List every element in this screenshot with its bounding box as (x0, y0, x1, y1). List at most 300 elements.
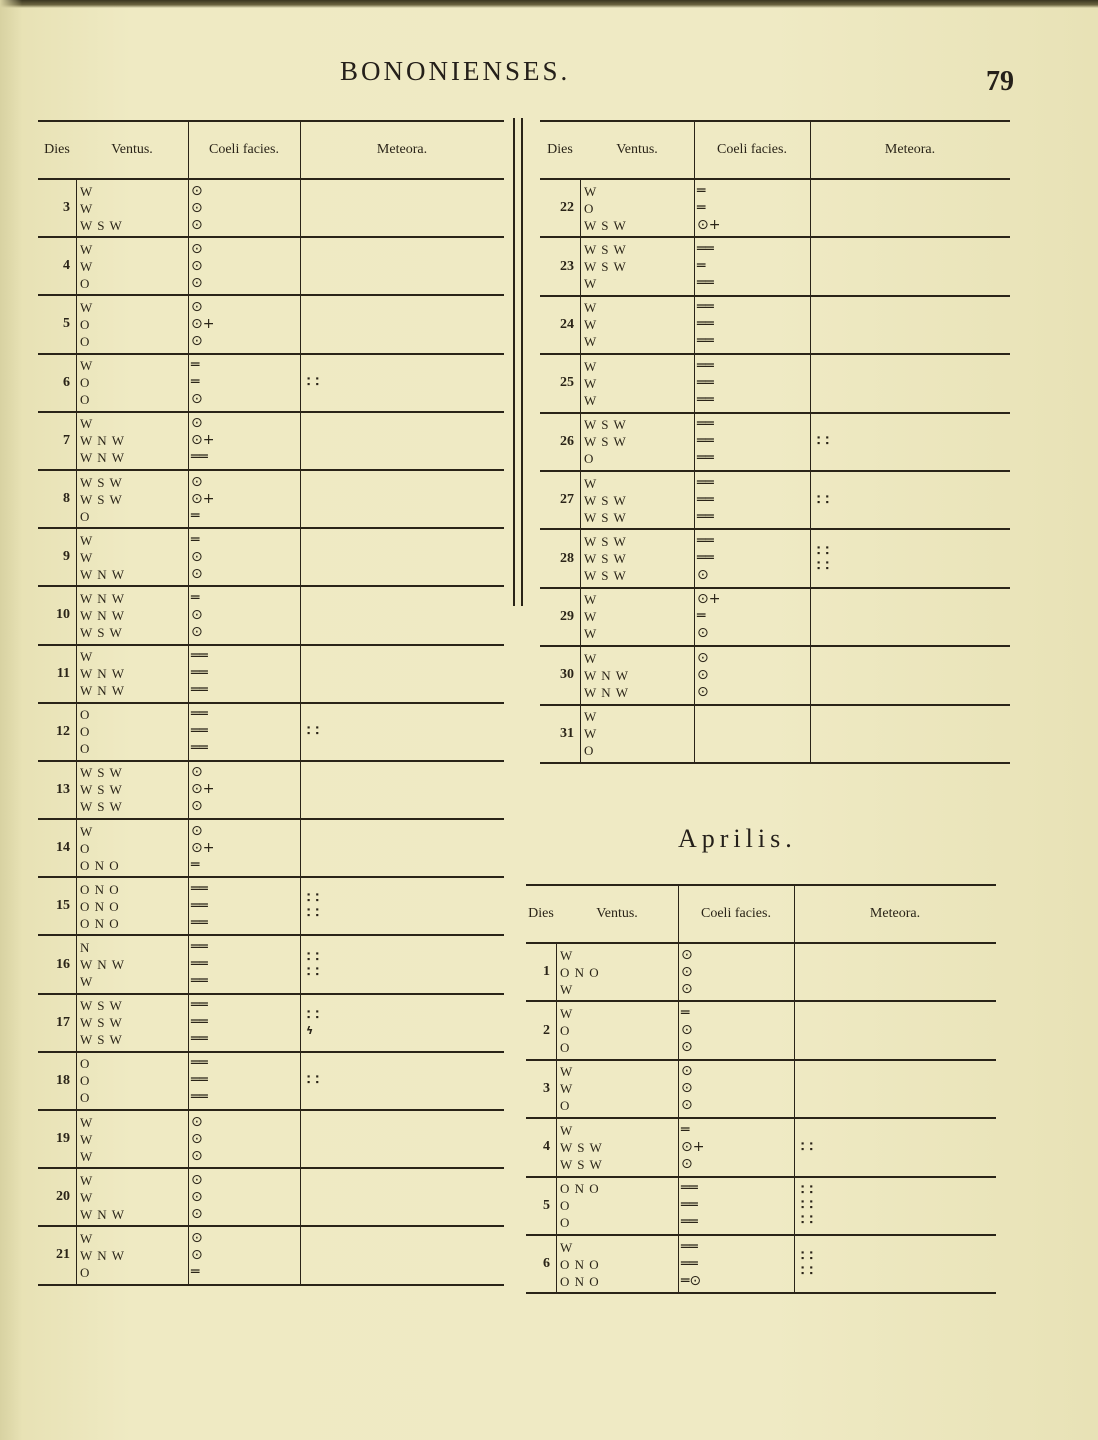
sky-symbol: ═ (697, 182, 706, 199)
day-number: 3 (543, 1080, 550, 1096)
day-number: 4 (63, 258, 70, 274)
wind-entry: W (80, 1131, 94, 1147)
sky-observations (694, 414, 810, 470)
wind-observations (580, 355, 694, 411)
wind-entry: O (80, 508, 91, 524)
sky-symbol: ══ (191, 897, 208, 914)
wind-observations (556, 1061, 678, 1117)
day-number: 28 (560, 550, 574, 566)
column-header-meteora: Meteora. (869, 906, 921, 921)
table-row (526, 944, 996, 1002)
wind-entry: W (80, 1189, 94, 1205)
table-row (38, 1227, 504, 1285)
day-number: 21 (56, 1247, 70, 1263)
day-number: 16 (56, 956, 70, 972)
table-header (38, 122, 504, 180)
sky-symbol: ⊙ (697, 683, 709, 700)
table-row (526, 1236, 996, 1294)
table-row (38, 355, 504, 413)
wind-entry: W N W (80, 957, 125, 973)
wind-entry: W (584, 317, 598, 333)
table-row (38, 238, 504, 296)
sky-symbol: ══ (681, 1214, 698, 1231)
wind-entry: W (80, 1172, 94, 1188)
sky-symbol: ══ (697, 550, 714, 567)
sky-symbol: ⊙ (191, 1205, 203, 1222)
sky-symbol: ⊙ (191, 332, 203, 349)
wind-observations (580, 297, 694, 353)
table-row (540, 180, 1010, 238)
wind-observations (76, 1169, 188, 1225)
wind-entry: W (560, 1239, 574, 1255)
table-row (38, 936, 504, 994)
meteora-observations (300, 355, 504, 411)
wind-entry: W S W (584, 534, 627, 550)
table-row (540, 706, 1010, 764)
meteora-observations (810, 647, 1010, 703)
sky-symbol: ⊙ (681, 1022, 693, 1039)
day-number: 17 (56, 1014, 70, 1030)
column-rule (300, 122, 301, 1286)
wind-entry: W (584, 626, 598, 642)
sky-observations (678, 1061, 794, 1117)
day-number: 26 (560, 433, 574, 449)
wind-entry: W (80, 649, 94, 665)
wind-entry: W S W (80, 1032, 123, 1048)
wind-observations (580, 647, 694, 703)
sky-observations (694, 297, 810, 353)
table-row (540, 355, 1010, 413)
wind-observations (76, 936, 188, 992)
sky-symbol: ⊙ (697, 625, 709, 642)
table-row (38, 180, 504, 238)
sky-symbol: ═ (191, 507, 200, 524)
wind-entry: W (560, 947, 574, 963)
wind-entry: W (80, 416, 94, 432)
sky-symbol: ⊙+ (191, 432, 215, 449)
sky-symbol: ⊙ (191, 1188, 203, 1205)
table-row (540, 238, 1010, 296)
meteora-symbol: ⠅⠅ (816, 559, 834, 573)
day-number: 8 (63, 491, 70, 507)
weather-table-march-right (540, 120, 1010, 764)
sky-observations (694, 472, 810, 528)
wind-entry: W (80, 299, 94, 315)
meteora-symbol: ⠅⠅ (800, 1214, 818, 1228)
wind-observations (556, 944, 678, 1000)
wind-entry: W S W (80, 624, 123, 640)
table-row (38, 413, 504, 471)
sky-symbol: ══ (697, 433, 714, 450)
sky-observations (188, 471, 300, 527)
wind-entry: W (584, 276, 598, 292)
day-number: 4 (543, 1139, 550, 1155)
sky-symbol: ⊙ (191, 1113, 203, 1130)
wind-entry: O (560, 1215, 571, 1231)
sky-symbol: ═ (697, 608, 706, 625)
sky-symbol: ⊙ (191, 1229, 203, 1246)
wind-observations (76, 413, 188, 469)
weather-table-march-left (38, 120, 504, 1286)
day-number: 2 (543, 1022, 550, 1038)
sky-symbol: ═ (191, 1263, 200, 1280)
wind-entry: O (560, 1098, 571, 1114)
table-row (526, 1002, 996, 1060)
wind-entry: W (80, 200, 94, 216)
wind-entry: W (584, 609, 598, 625)
sky-observations (694, 180, 810, 236)
wind-entry: W (80, 1230, 94, 1246)
wind-entry: W S W (560, 1139, 603, 1155)
wind-observations (556, 1002, 678, 1058)
wind-entry: O (80, 724, 91, 740)
sky-observations (188, 878, 300, 934)
meteora-observations (810, 472, 1010, 528)
meteora-observations (300, 762, 504, 818)
sky-symbol: ══ (697, 474, 714, 491)
wind-entry: W (80, 358, 94, 374)
table-header (540, 122, 1010, 180)
sky-symbol: ═ (697, 199, 706, 216)
table-row (540, 647, 1010, 705)
wind-observations (76, 995, 188, 1051)
column-header-meteora: Meteora. (376, 142, 428, 157)
wind-observations (76, 180, 188, 236)
table-row (38, 471, 504, 529)
meteora-symbol: ⠅⠅ (800, 1140, 818, 1154)
sky-symbol: ══ (681, 1238, 698, 1255)
sky-symbol: ══ (697, 416, 714, 433)
sky-symbol: ══ (697, 391, 714, 408)
day-number: 31 (560, 725, 574, 741)
wind-observations (580, 238, 694, 294)
table-row (38, 1053, 504, 1111)
sky-observations (694, 706, 810, 762)
wind-observations (76, 529, 188, 585)
sky-symbol: ══ (697, 299, 714, 316)
wind-observations (76, 878, 188, 934)
column-rule (188, 122, 189, 1286)
meteora-observations (794, 944, 996, 1000)
wind-observations (76, 704, 188, 760)
meteora-observations (300, 878, 504, 934)
column-rule (580, 180, 581, 764)
wind-observations (76, 646, 188, 702)
meteora-symbol: ⠅⠅ (306, 376, 324, 390)
page-gutter-shadow (0, 0, 22, 1440)
sky-symbol: ⊙ (681, 963, 693, 980)
day-number: 19 (56, 1131, 70, 1147)
meteora-symbol: ⠅⠅ (306, 907, 324, 921)
sky-observations (188, 529, 300, 585)
table-header (526, 886, 996, 944)
wind-entry: O N O (560, 1256, 600, 1272)
wind-entry: W S W (584, 259, 627, 275)
wind-entry: W N W (80, 590, 125, 606)
wind-entry: W N W (80, 666, 125, 682)
meteora-observations (300, 587, 504, 643)
sky-symbol: ⊙ (681, 1039, 693, 1056)
wind-entry: W (584, 183, 598, 199)
sky-symbol: ⊙ (191, 473, 203, 490)
sky-symbol: ⊙ (191, 798, 203, 815)
wind-entry: O N O (560, 1181, 600, 1197)
wind-entry: W (80, 532, 94, 548)
wind-entry: W (584, 650, 598, 666)
sky-symbol: ⊙ (191, 415, 203, 432)
wind-entry: O (80, 392, 91, 408)
sky-symbol: ⊙ (191, 182, 203, 199)
sky-symbol: ⊙+ (191, 315, 215, 332)
sky-observations (188, 820, 300, 876)
wind-entry: O (584, 743, 595, 759)
wind-observations (556, 1178, 678, 1234)
column-rule (810, 122, 811, 764)
wind-observations (580, 414, 694, 470)
meteora-symbol: ϟ (306, 1023, 314, 1037)
wind-entry: W (80, 549, 94, 565)
wind-entry: W (560, 981, 574, 997)
meteora-symbol: ⠅⠅ (816, 544, 834, 558)
wind-entry: O N O (560, 1273, 600, 1289)
sky-symbol: ⊙ (191, 565, 203, 582)
meteora-observations (300, 1111, 504, 1167)
table-row (526, 1061, 996, 1119)
meteora-observations (794, 1002, 996, 1058)
wind-observations (76, 296, 188, 352)
sky-observations (188, 995, 300, 1051)
sky-observations (188, 238, 300, 294)
sky-symbol: ══ (697, 374, 714, 391)
wind-entry: W S W (584, 568, 627, 584)
meteora-observations (300, 238, 504, 294)
day-number: 15 (56, 898, 70, 914)
sky-symbol: ══ (191, 1089, 208, 1106)
wind-entry: O N O (560, 964, 600, 980)
sky-symbol: ⊙ (191, 240, 203, 257)
sky-symbol: ══ (191, 973, 208, 990)
wind-entry: W (80, 241, 94, 257)
day-number: 25 (560, 375, 574, 391)
wind-entry: O N O (80, 898, 120, 914)
sky-observations (188, 1111, 300, 1167)
sky-symbol: ⊙ (191, 199, 203, 216)
meteora-observations (810, 180, 1010, 236)
meteora-observations (810, 530, 1010, 586)
day-number: 5 (543, 1197, 550, 1213)
sky-symbol: ══ (191, 997, 208, 1014)
table-row (38, 878, 504, 936)
wind-entry: W (80, 1148, 94, 1164)
meteora-observations (300, 413, 504, 469)
wind-entry: O (80, 707, 91, 723)
meteora-symbol: ⠅⠅ (800, 1250, 818, 1264)
wind-entry: W (584, 726, 598, 742)
day-number: 9 (63, 549, 70, 565)
wind-entry: W (584, 392, 598, 408)
meteora-observations (794, 1061, 996, 1117)
sky-observations (694, 238, 810, 294)
wind-entry: W (584, 300, 598, 316)
sky-symbol: ⊙ (191, 257, 203, 274)
sky-symbol: ══ (191, 1031, 208, 1048)
day-number: 18 (56, 1072, 70, 1088)
sky-symbol: ══ (191, 740, 208, 757)
column-header-dies: Dies (547, 142, 573, 157)
column-header-ventus: Ventus. (616, 142, 658, 157)
wind-entry: O (80, 333, 91, 349)
wind-entry: W (584, 709, 598, 725)
meteora-observations (300, 936, 504, 992)
sky-symbol: ⊙ (191, 298, 203, 315)
wind-entry: O N O (80, 857, 120, 873)
meteora-symbol: ⠅⠅ (306, 892, 324, 906)
wind-observations (76, 1111, 188, 1167)
sky-observations (188, 180, 300, 236)
column-rule (694, 122, 695, 764)
sky-symbol: ══ (697, 508, 714, 525)
wind-observations (76, 1053, 188, 1109)
sky-symbol: ══ (191, 682, 208, 699)
sky-symbol: ══ (191, 914, 208, 931)
wind-entry: W (560, 1064, 574, 1080)
wind-observations (76, 471, 188, 527)
wind-observations (556, 1119, 678, 1175)
wind-entry: W S W (80, 491, 123, 507)
wind-entry: W S W (584, 242, 627, 258)
table-row (38, 587, 504, 645)
sky-symbol: ═ (681, 1005, 690, 1022)
meteora-observations (300, 704, 504, 760)
meteora-symbol: ⠅⠅ (306, 950, 324, 964)
wind-entry: W (584, 358, 598, 374)
sky-symbol: ══ (191, 956, 208, 973)
column-rule (76, 180, 77, 1286)
wind-entry: O N O (80, 915, 120, 931)
wind-entry: W S W (80, 782, 123, 798)
wind-entry: O (80, 840, 91, 856)
meteora-observations (300, 529, 504, 585)
wind-observations (580, 589, 694, 645)
wind-entry: W (80, 183, 94, 199)
wind-entry: O (584, 451, 595, 467)
day-number: 5 (63, 316, 70, 332)
sky-symbol: ⊙ (697, 649, 709, 666)
sky-observations (188, 1169, 300, 1225)
sky-symbol: ══ (681, 1255, 698, 1272)
wind-observations (76, 820, 188, 876)
sky-observations (678, 1002, 794, 1058)
wind-entry: O (560, 1040, 571, 1056)
sky-observations (678, 944, 794, 1000)
wind-entry: W N W (80, 433, 125, 449)
wind-entry: W (584, 475, 598, 491)
column-rule (678, 886, 679, 1294)
table-row (526, 1119, 996, 1177)
meteora-observations (300, 296, 504, 352)
wind-entry: W (584, 592, 598, 608)
day-number: 22 (560, 200, 574, 216)
column-header-coeli-facies: Coeli facies. (209, 142, 279, 157)
sky-symbol: ═⊙ (681, 1272, 702, 1289)
wind-entry: W (80, 823, 94, 839)
sky-symbol: ══ (191, 1055, 208, 1072)
wind-entry: O (80, 1073, 91, 1089)
sky-symbol: ═ (191, 589, 200, 606)
sky-symbol: ══ (697, 275, 714, 292)
sky-symbol: ═ (681, 1121, 690, 1138)
wind-entry: N (80, 940, 91, 956)
wind-entry: W (560, 1081, 574, 1097)
table-row (540, 472, 1010, 530)
meteora-symbol: ⠅⠅ (800, 1199, 818, 1213)
sky-symbol: ══ (191, 449, 208, 466)
day-number: 6 (543, 1256, 550, 1272)
wind-entry: W S W (584, 509, 627, 525)
sky-observations (188, 936, 300, 992)
sky-observations (188, 646, 300, 702)
wind-entry: W S W (584, 434, 627, 450)
sky-observations (188, 1053, 300, 1109)
meteora-observations (810, 355, 1010, 411)
sky-symbol: ⊙ (191, 606, 203, 623)
meteora-symbol: ⠅⠅ (816, 493, 834, 507)
column-rule (556, 944, 557, 1294)
wind-entry: W S W (584, 217, 627, 233)
day-number: 6 (63, 374, 70, 390)
column-header-meteora: Meteora. (884, 142, 936, 157)
wind-entry: O (80, 375, 91, 391)
wind-entry: W S W (584, 417, 627, 433)
column-header-ventus: Ventus. (111, 142, 153, 157)
day-number: 20 (56, 1189, 70, 1205)
wind-observations (76, 355, 188, 411)
wind-entry: O (80, 275, 91, 291)
meteora-observations (300, 180, 504, 236)
wind-entry: W (80, 258, 94, 274)
meteora-observations (810, 414, 1010, 470)
wind-entry: W S W (560, 1156, 603, 1172)
wind-entry: W N W (80, 607, 125, 623)
wind-entry: O (80, 741, 91, 757)
sky-symbol: ⊙ (191, 1171, 203, 1188)
day-number: 1 (543, 964, 550, 980)
day-number: 11 (56, 665, 70, 681)
wind-observations (580, 706, 694, 762)
meteora-symbol: ⠅⠅ (306, 1074, 324, 1088)
meteora-observations (794, 1236, 996, 1292)
meteora-observations (810, 706, 1010, 762)
sky-symbol: ⊙ (697, 567, 709, 584)
wind-entry: W S W (80, 765, 123, 781)
sky-symbol: ⊙ (191, 1130, 203, 1147)
wind-observations (580, 472, 694, 528)
wind-entry: W S W (80, 217, 123, 233)
column-header-dies: Dies (528, 906, 554, 921)
sky-observations (678, 1236, 794, 1292)
wind-entry: O N O (80, 881, 120, 897)
wind-entry: W S W (80, 998, 123, 1014)
sky-symbol: ⊙+ (681, 1138, 705, 1155)
sky-symbol: ⊙ (697, 666, 709, 683)
day-number: 24 (560, 316, 574, 332)
running-title: BONONIENSES. (340, 56, 571, 86)
wind-entry: O (80, 1056, 91, 1072)
meteora-symbol: ⠅⠅ (816, 435, 834, 449)
wind-entry: W N W (584, 684, 629, 700)
sky-symbol: ══ (191, 706, 208, 723)
table-row (38, 1111, 504, 1169)
